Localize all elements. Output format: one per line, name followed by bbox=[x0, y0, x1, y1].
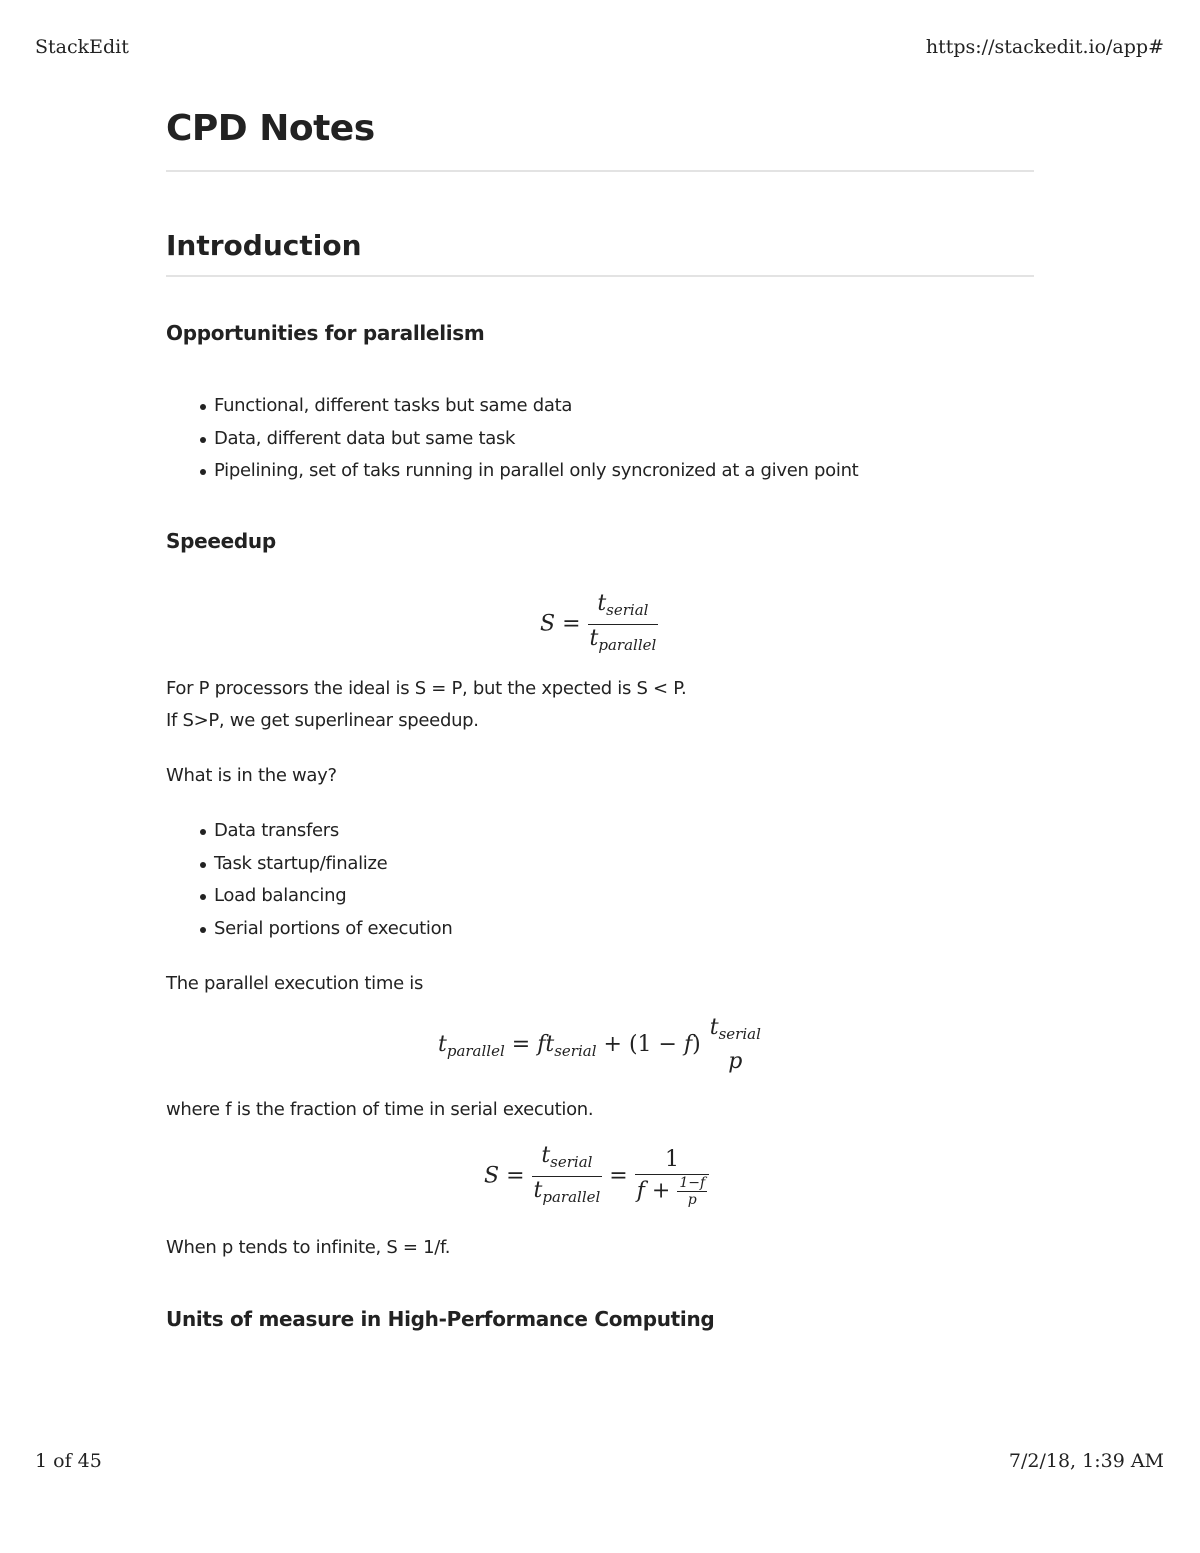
bullet-icon bbox=[200, 894, 206, 900]
list-item: Data, different data but same task bbox=[200, 423, 858, 456]
parallel-time-equation: $t_{parallel} = ft_{serial} + (1 - f)$ $t_{serial}$ p bbox=[438, 1015, 761, 1074]
heading-units-of-measure: Units of measure in High-Performance Computing bbox=[166, 1307, 715, 1331]
header-app-name: StackEdit bbox=[35, 36, 129, 58]
obstacles-question: What is in the way? bbox=[166, 765, 337, 786]
list-item: Serial portions of execution bbox=[200, 913, 452, 946]
list-item: Task startup/finalize bbox=[200, 848, 452, 881]
section-divider bbox=[166, 275, 1034, 277]
speedup-equation: S = $\frac{t_{serial}}{t_{parallel}}$ bbox=[540, 591, 657, 654]
speedup-para-1: For P processors the ideal is S = P, but the xpected is S < P. bbox=[166, 678, 687, 699]
list-item: Load balancing bbox=[200, 880, 452, 913]
heading-speedup: Speeedup bbox=[166, 529, 276, 553]
fraction-note: where f is the fraction of time in serial execution. bbox=[166, 1099, 594, 1120]
parallel-time-intro: The parallel execution time is bbox=[166, 973, 424, 994]
bullet-icon bbox=[200, 862, 206, 868]
bullet-icon bbox=[200, 437, 206, 443]
section-heading-introduction: Introduction bbox=[166, 229, 362, 262]
page-indicator: 1 of 45 bbox=[35, 1450, 102, 1472]
bullet-icon bbox=[200, 404, 206, 410]
doc-title: CPD Notes bbox=[166, 108, 375, 149]
header-url[interactable]: https://stackedit.io/app# bbox=[925, 36, 1164, 58]
amdahl-equation: S = $\frac{t_{serial}}{t_{parallel}}$ = 1 f + $\frac{1-f}{p}$ bbox=[484, 1142, 709, 1211]
bullet-icon bbox=[200, 927, 206, 933]
print-timestamp: 7/2/18, 1:39 AM bbox=[1008, 1450, 1164, 1472]
bullet-icon bbox=[200, 829, 206, 835]
speedup-para-2: If S>P, we get superlinear speedup. bbox=[166, 710, 479, 731]
list-item: Pipelining, set of taks running in parallel only syncronized at a given point bbox=[200, 455, 858, 488]
opportunities-list bbox=[200, 390, 858, 488]
heading-opportunities: Opportunities for parallelism bbox=[166, 321, 485, 345]
bullet-icon bbox=[200, 469, 206, 475]
title-divider bbox=[166, 170, 1034, 172]
list-item: Data transfers bbox=[200, 815, 452, 848]
limit-note: When p tends to infinite, S = 1/f. bbox=[166, 1237, 451, 1258]
list-item: Functional, different tasks but same data bbox=[200, 390, 858, 423]
obstacles-list bbox=[200, 815, 452, 945]
